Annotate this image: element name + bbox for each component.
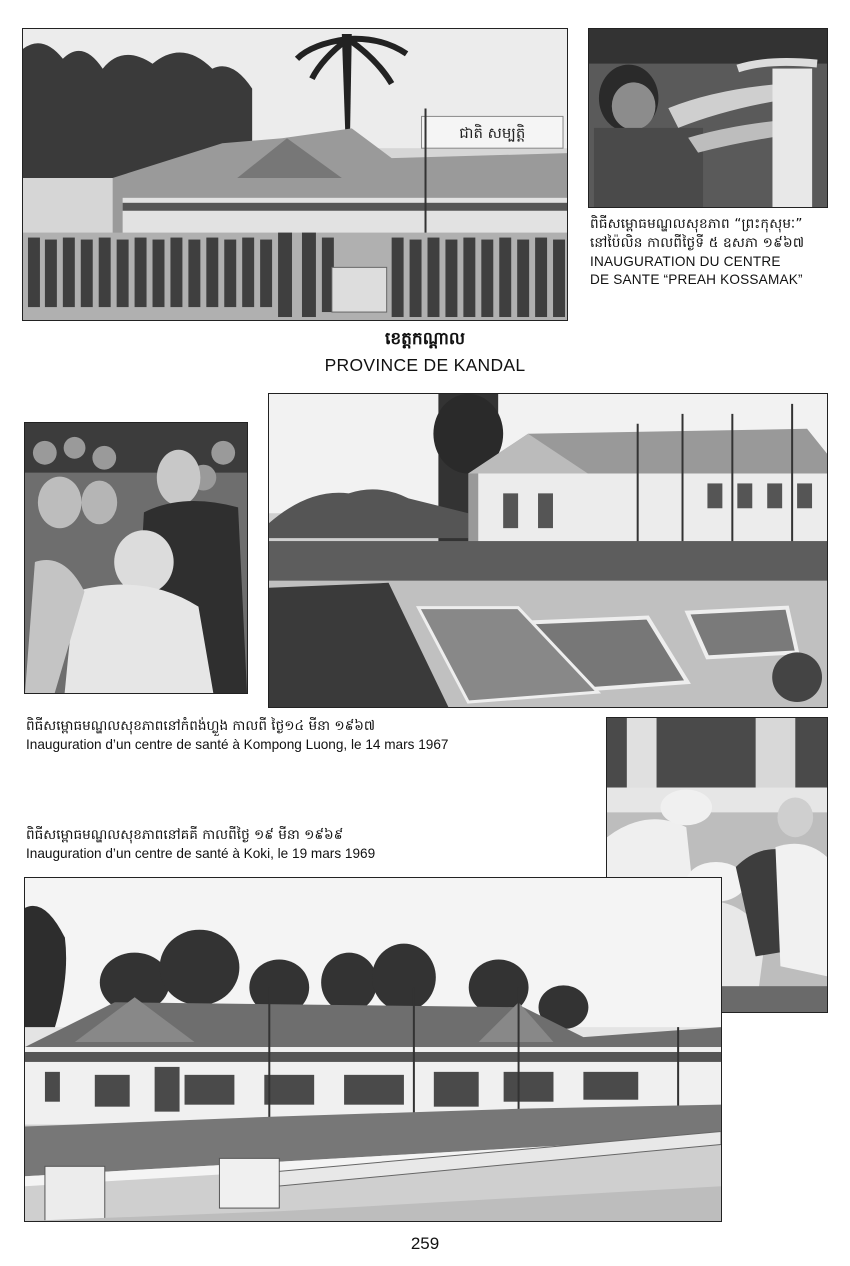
photo-kompong-luong-centre	[268, 393, 828, 708]
caption-koki-km: ពិធីសម្ពោធមណ្ឌលសុខភាពនៅគគី កាលពីថ្ងៃ ១៩ មីនា ១៩៦៩	[26, 827, 344, 843]
caption-kossamak-fr-line2: DE SANTE “PREAH KOSSAMAK”	[590, 272, 803, 288]
photo-hands-gathering	[588, 28, 828, 208]
caption-kossamak-km-line1: ពិធីសម្ពោធមណ្ឌលសុខភាព “ព្រះកុសុមៈ”	[590, 216, 803, 232]
province-heading-fr: PROVINCE DE KANDAL	[324, 355, 526, 375]
caption-koki	[26, 826, 606, 864]
caption-kompong-luong-km: ពិធីសម្ពោធមណ្ឌលសុខភាពនៅកំពង់ហ្លួង កាលពី ថ្ងៃ១៤ មីនា ១៩៦៧	[26, 718, 376, 734]
photo-crowd-greeting	[24, 422, 248, 694]
page-number: 259	[410, 1234, 440, 1253]
photo-koki-centre	[24, 877, 722, 1222]
caption-kossamak-km-line2: នៅប៉ៃលិន កាលពីថ្ងៃទី ៥ ឧសភា ១៩៦៧	[590, 234, 805, 251]
province-heading	[260, 328, 590, 376]
photo-kossamak-centre	[22, 28, 568, 321]
banner-text: ជាតិ សម្បត្តិ	[459, 124, 526, 143]
caption-kompong-luong-fr: Inauguration d’un centre de santé à Kompong Luong, le 14 mars 1967	[26, 736, 449, 752]
caption-kompong-luong	[26, 717, 606, 755]
caption-koki-fr: Inauguration d’un centre de santé à Koki, le 19 mars 1969	[26, 845, 376, 861]
province-heading-km: ខេត្តកណ្ដាល	[384, 329, 466, 349]
caption-kossamak	[590, 215, 840, 290]
caption-kossamak-fr-line1: INAUGURATION DU CENTRE	[590, 253, 781, 269]
